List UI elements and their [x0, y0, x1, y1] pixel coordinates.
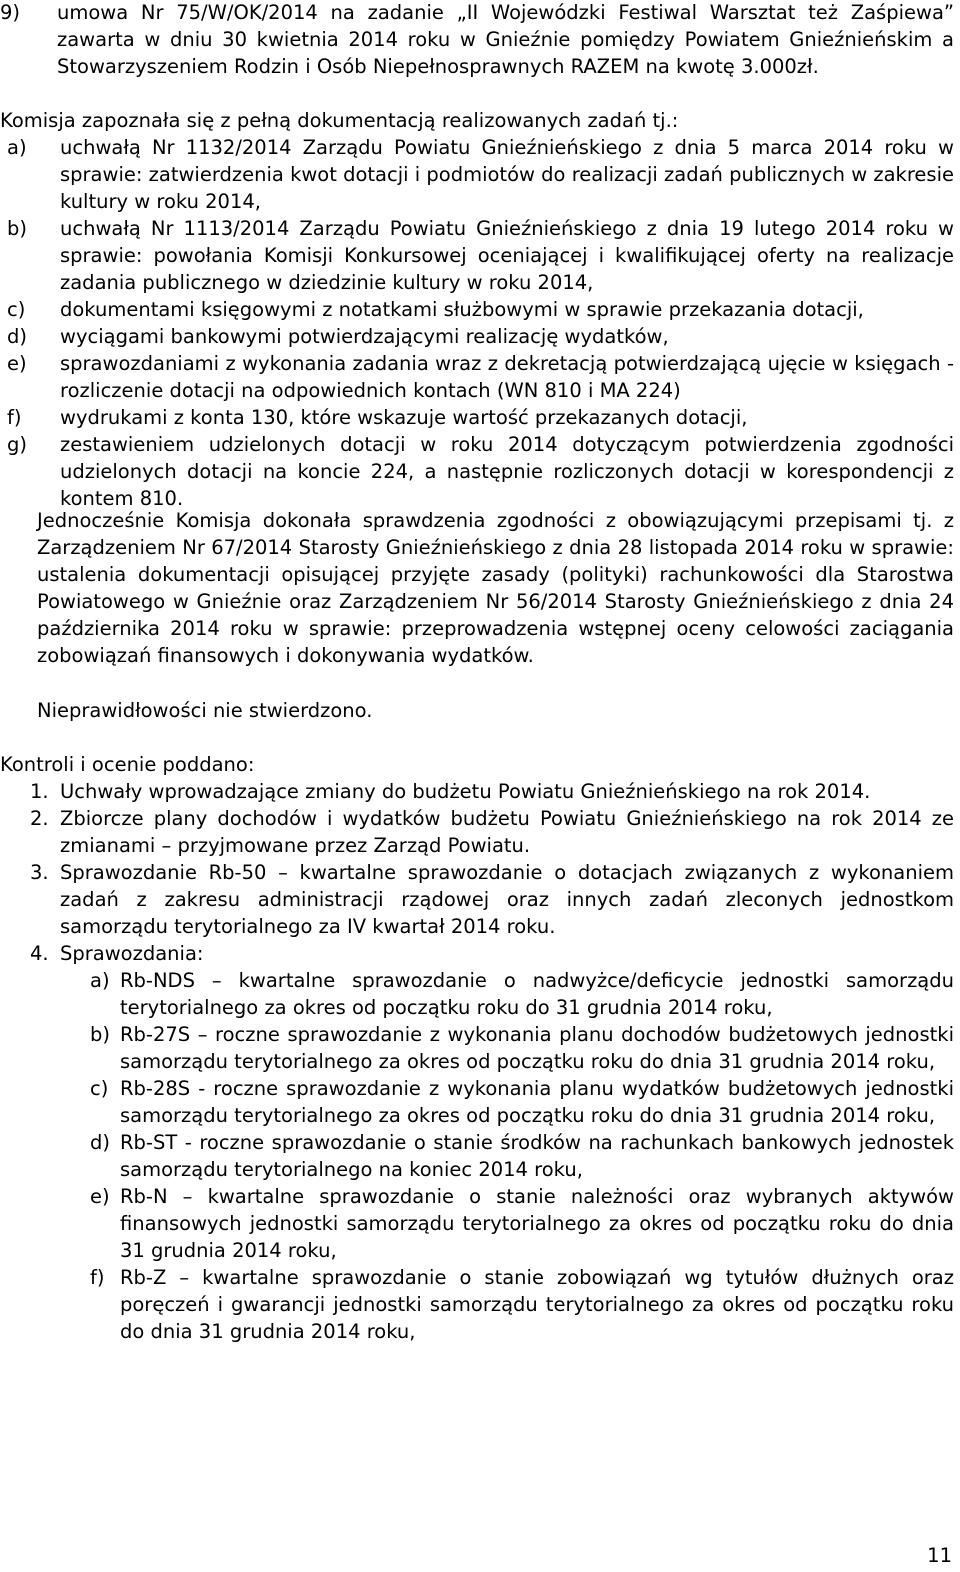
- compliance-paragraph: Jednocześnie Komisja dokonała sprawdzenia zgodności z obowiązującymi przepisami tj. z Zarządzeniem Nr 67/2014 Starosty Gnieźnieńskiego z dnia 28 listopada 2014 roku w sprawie: ustalenia dokumentacji opisującej przyjęte zasady (polityki) rachunkowości dla Starostwa Powiatowego w Gnieźnie oraz Zarządzeniem Nr 56/2014 Starosty Gnieźnieńskiego z dnia 24 października 2014 roku w sprawie: przeprowadzenia wstępnej oceny celowości zaciągania zobowiązań finansowych i dokonywania wydatków.: [37, 509, 954, 667]
- report-item-text: Rb-ST - roczne sprawozdanie o stanie środków na rachunkach bankowych jednostek samorządu terytorialnego na koniec 2014 roku,: [120, 1131, 954, 1181]
- report-item-f: [90, 1264, 954, 1345]
- documentation-item-text: sprawozdaniami z wykonania zadania wraz z dekretacją potwierdzającą ujęcie w księgach - rozliczenie dotacji na odpowiednich kontach (WN 810 i MA 224): [60, 352, 954, 402]
- documentation-item-d: [7, 323, 954, 350]
- review-item-1: [30, 778, 954, 805]
- documentation-item-text: wyciągami bankowymi potwierdzającymi realizację wydatków,: [60, 325, 669, 348]
- review-item-label: 4.: [30, 942, 49, 965]
- documentation-item-g: [7, 431, 954, 512]
- report-item-e: [90, 1183, 954, 1264]
- report-item-c: [90, 1075, 954, 1129]
- report-list: [0, 967, 954, 1345]
- documentation-item-e: [7, 350, 954, 404]
- report-item-a: [90, 967, 954, 1021]
- compliance-block: [0, 507, 954, 669]
- documentation-item-b: [7, 215, 954, 296]
- documentation-item-label: c): [7, 298, 26, 321]
- intro-section: [0, 0, 954, 80]
- documentation-item-c: [7, 296, 954, 323]
- review-item-text: Zbiorcze plany dochodów i wydatków budżetu Powiatu Gnieźnieńskiego na rok 2014 ze zmianami – przyjmowane przez Zarząd Powiatu.: [60, 807, 954, 857]
- page-number: 11: [927, 1544, 952, 1567]
- review-item-text: Sprawozdanie Rb-50 – kwartalne sprawozdanie o dotacjach związanych z wykonaniem zadań z zakresu administracji rządowej oraz innych zadań zleconych jednostkom samorządu terytorialnego za IV kwartał 2014 roku.: [60, 861, 954, 938]
- report-item-text: Rb-N – kwartalne sprawozdanie o stanie należności oraz wybranych aktywów finansowych jednostki samorządu terytorialnego za okres od początku roku do dnia 31 grudnia 2014 roku,: [120, 1185, 954, 1262]
- documentation-item-text: uchwałą Nr 1113/2014 Zarządu Powiatu Gnieźnieńskiego z dnia 19 lutego 2014 roku w sprawie: powołania Komisji Konkursowej oceniającej i kwalifikującej oferty na realizacje zadania publicznego w dziedzinie kultury w roku 2014,: [60, 217, 954, 294]
- documentation-item-text: uchwałą Nr 1132/2014 Zarządu Powiatu Gnieźnieńskiego z dnia 5 marca 2014 roku w sprawie: zatwierdzenia kwot dotacji i podmiotów do realizacji zadań publicznych w zakresie kultury w roku 2014,: [60, 136, 954, 213]
- report-item-label: e): [90, 1185, 110, 1208]
- report-item-label: f): [90, 1266, 105, 1289]
- review-item-text: Uchwały wprowadzające zmiany do budżetu Powiatu Gnieźnieńskiego na rok 2014.: [60, 780, 871, 803]
- no-irregularities-text: Nieprawidłowości nie stwierdzono.: [37, 699, 373, 722]
- documentation-item-label: d): [7, 325, 27, 348]
- report-item-label: d): [90, 1131, 110, 1154]
- report-item-text: Rb-NDS – kwartalne sprawozdanie o nadwyżce/deficycie jednostki samorządu terytorialnego za okres od początku roku do 31 grudnia 2014 roku,: [120, 969, 954, 1019]
- report-item-label: a): [90, 969, 110, 992]
- review-item-text: Sprawozdania:: [60, 942, 204, 965]
- documentation-list: [0, 134, 954, 512]
- documentation-item-label: a): [7, 136, 27, 159]
- documentation-item-a: [7, 134, 954, 215]
- report-item-label: c): [90, 1077, 109, 1100]
- review-item-label: 2.: [30, 807, 49, 830]
- documentation-item-text: zestawieniem udzielonych dotacji w roku 2014 dotyczącym potwierdzenia zgodności udzielonych dotacji na koncie 224, a następnie rozliczonych dotacji w korespondencji z kontem 810.: [60, 433, 954, 510]
- intro-item-text: umowa Nr 75/W/OK/2014 na zadanie „II Wojewódzki Festiwal Warsztat też Zaśpiewa” zawarta w dniu 30 kwietnia 2014 roku w Gnieźnie pomiędzy Powiatem Gnieźnieńskim a Stowarzyszeniem Rodzin i Osób Niepełnosprawnych RAZEM na kwotę 3.000zł.: [57, 1, 954, 78]
- commission-statement: Komisja zapoznała się z pełną dokumentacją realizowanych zadań tj.:: [0, 109, 679, 132]
- report-item-text: Rb-28S - roczne sprawozdanie z wykonania planu wydatków budżetowych jednostki samorządu terytorialnego za okres od początku roku do dnia 31 grudnia 2014 roku,: [120, 1077, 954, 1127]
- report-item-text: Rb-27S – roczne sprawozdanie z wykonania planu dochodów budżetowych jednostki samorządu terytorialnego za okres od początku roku do dnia 31 grudnia 2014 roku,: [120, 1023, 954, 1073]
- review-heading-block: [0, 751, 954, 778]
- review-item-label: 3.: [30, 861, 49, 884]
- documentation-item-label: g): [7, 433, 27, 456]
- documentation-item-label: f): [7, 406, 22, 429]
- documentation-item-text: wydrukami z konta 130, które wskazuje wartość przekazanych dotacji,: [60, 406, 748, 429]
- report-item-d: [90, 1129, 954, 1183]
- commission-statement-block: [0, 107, 954, 134]
- intro-item-label: 9): [0, 1, 21, 24]
- documentation-item-f: [7, 404, 954, 431]
- review-list: [0, 778, 954, 967]
- documentation-item-text: dokumentami księgowymi z notatkami służbowymi w sprawie przekazania dotacji,: [60, 298, 864, 321]
- documentation-item-label: b): [7, 217, 27, 240]
- review-item-label: 1.: [30, 780, 49, 803]
- no-irregularities-block: [0, 697, 954, 724]
- review-item-2: [30, 805, 954, 859]
- report-item-label: b): [90, 1023, 110, 1046]
- documentation-item-label: e): [7, 352, 27, 375]
- review-item-3: [30, 859, 954, 940]
- report-item-text: Rb-Z – kwartalne sprawozdanie o stanie zobowiązań wg tytułów dłużnych oraz poręczeń i gwarancji jednostki samorządu terytorialnego za okres od początku roku do dnia 31 grudnia 2014 roku,: [120, 1266, 954, 1343]
- review-heading: Kontroli i ocenie poddano:: [0, 753, 255, 776]
- review-item-4: [30, 940, 954, 967]
- intro-item: [0, 0, 954, 80]
- report-item-b: [90, 1021, 954, 1075]
